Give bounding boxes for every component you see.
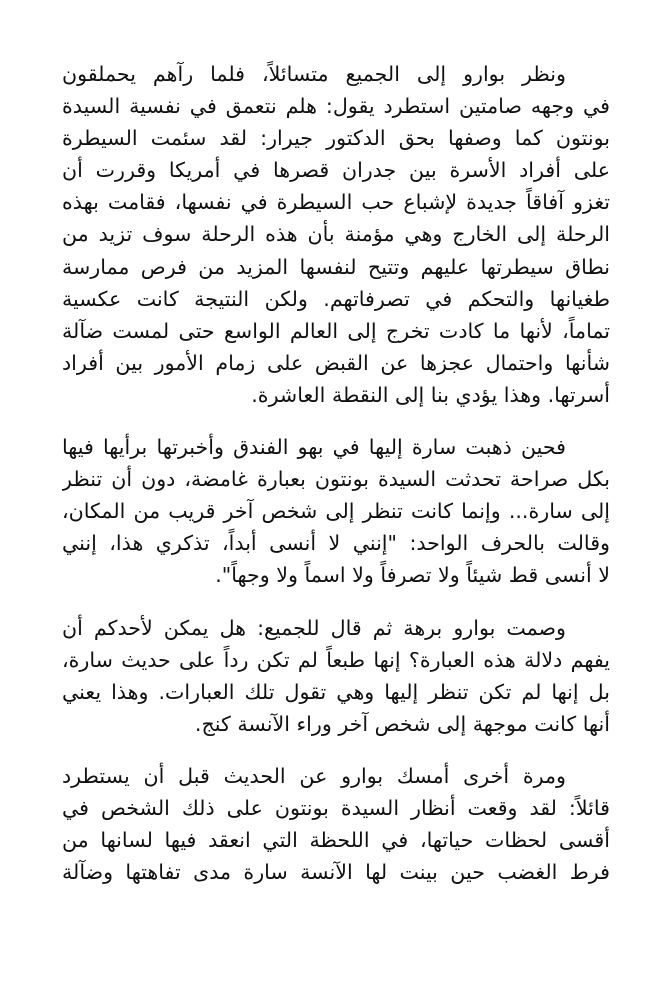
page-text — [62, 58, 610, 888]
text-line: فرط الغضب حين بينت لها الآنسة سارة مدى تفاهتها وضآلة — [62, 860, 610, 885]
paragraph-4 — [62, 760, 610, 888]
paragraph-1 — [62, 58, 610, 411]
text-line: في وجهه صامتين استطرد يقول: هلم نتعمق في نفسية السيدة — [62, 94, 610, 119]
text-line: وصمت بوارو برهة ثم قال للجميع: هل يمكن لأحدكم أن — [62, 615, 566, 640]
text-line: نطاق سيطرتها عليهم وتتيح لنفسها المزيد من فرص ممارسة — [62, 254, 610, 279]
text-line: قائلاً: لقد وقعت أنظار السيدة بونتون على ذلك الشخص في — [62, 795, 610, 820]
text-line: على أفراد الأسرة بين جدران قصرها في أمريكا وقررت أن — [62, 158, 610, 183]
text-line: ونظر بوارو إلى الجميع متسائلاً، فلما رآهم يحملقون — [62, 62, 566, 86]
paragraph-spacer — [62, 740, 610, 760]
text-line: تماماً، لأنها ما كادت تخرج إلى العالم الواسع حتى لمست ضآلة — [62, 318, 610, 343]
text-line: بل إنها لم تكن تنظر إليها وهي تقول تلك العبارات. وهذا يعني — [62, 679, 610, 704]
text-line: طغيانها والتحكم في تصرفاتهم. ولكن النتيجة كانت عكسية — [62, 286, 610, 311]
text-line: إلى سارة... وإنما كانت تنظر إلى شخص آخر قريب من المكان، — [62, 499, 610, 524]
text-line: الرحلة إلى الخارج وهي مؤمنة بأن هذه الرحلة سوف تزيد من — [62, 222, 610, 247]
paragraph-3 — [62, 612, 610, 740]
text-line: بونتون كما وصفها بحق الدكتور جيرار: لقد سئمت السيطرة — [62, 126, 610, 151]
text-line: أنها كانت موجهة إلى شخص آخر وراء الآنسة كنج. — [194, 711, 610, 736]
text-line: تغزو آفاقاً جديدة لإشباع حب السيطرة في نفسها، فقامت بهذه — [62, 190, 610, 215]
paragraph-2 — [62, 431, 610, 591]
text-line: يفهم دلالة هذه العبارة؟ إنها طبعاً لم تكن رداً على حديث سارة، — [62, 647, 610, 672]
text-line: بكل صراحة تحدثت السيدة بونتون بعبارة غامضة، دون أن تنظر — [62, 467, 610, 492]
text-line: أقسى لحظات حياتها، في اللحظة التي انعقد فيها لسانها من — [62, 828, 610, 853]
text-line: لا أنسى قط شيئاً ولا تصرفاً ولا اسماً ولا وجهاً". — [215, 563, 610, 588]
text-line: فحين ذهبت سارة إليها في بهو الفندق وأخبرتها برأيها فيها — [62, 435, 566, 460]
text-line: وقالت بالحرف الواحد: "إنني لا أنسى أبداً، تذكري هذا، إنني — [62, 531, 610, 556]
text-line: شأنها واحتمال عجزها عن القبض على زمام الأمور بين أفراد — [62, 350, 610, 375]
paragraph-spacer — [62, 592, 610, 612]
text-line: أسرتها. وهذا يؤدي بنا إلى النقطة العاشرة. — [251, 382, 610, 407]
paragraph-spacer — [62, 411, 610, 431]
text-line: ومرة أخرى أمسك بوارو عن الحديث قبل أن يستطرد — [62, 763, 566, 788]
